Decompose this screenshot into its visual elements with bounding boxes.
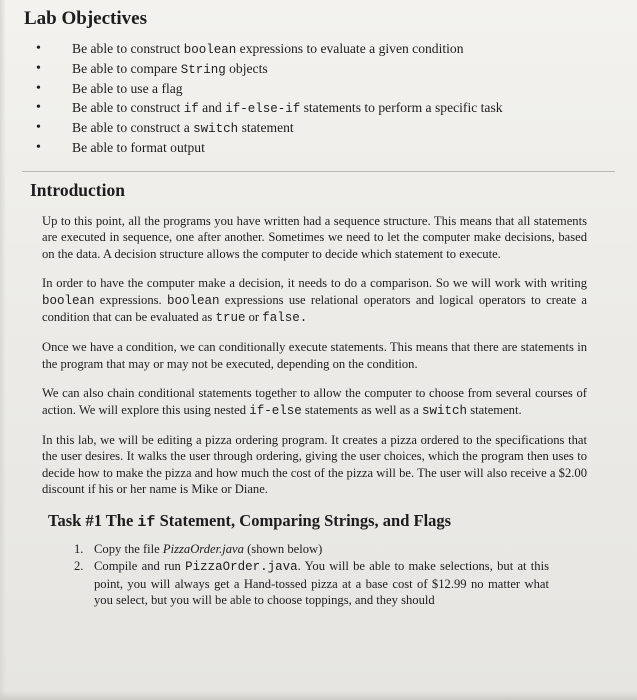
lab-objectives-heading: Lab Objectives [24,8,147,29]
task-step: 2. Compile and run PizzaOrder.java. You will be able to make selections, but at this point, you will always get a Hand-tossed pizza at a base cost of $12.99 no matter what you select, but you will be able to choose toppings, and they should [74,559,549,607]
objective-item: • Be able to construct boolean expressions to evaluate a given condition [36,41,464,57]
objective-item: • Be able to construct a switch statement [36,120,294,136]
intro-paragraph-2: In order to have the computer make a decision, it needs to do a comparison. So we will work with writing boolean expressions. boolean expressions use relational operators and logical operators to create a condition that can be evaluated as true or false. [42,276,587,326]
bullet-icon: • [36,61,41,76]
bullet-icon: • [36,100,41,115]
objective-item: • Be able to use a flag [36,81,183,96]
task1-steps [22,541,615,609]
intro-paragraph-3: Once we have a condition, we can conditionally execute statements. This means that there are statements in the program that may or may not be executed, depending on the condition. [42,340,587,371]
objectives-list [22,40,615,157]
task-step: 1. Copy the file PizzaOrder.java (shown below) [74,541,323,556]
objective-item: • Be able to format output [36,140,205,155]
bullet-icon: • [36,140,41,155]
bullet-icon: • [36,81,41,96]
introduction-heading: Introduction [30,180,125,200]
objective-item: • Be able to compare String objects [36,61,268,77]
task1-heading: Task #1 The if Statement, Comparing Strings, and Flags [48,510,452,531]
bullet-icon: • [36,120,41,135]
objective-item: • Be able to construct if and if-else-if statements to perform a specific task [36,100,503,116]
intro-paragraph-5: In this lab, we will be editing a pizza ordering program. It creates a pizza ordered to the specifications that the user desires. It walks the user through ordering, giving the user choices, which the program then uses to decide how to make the pizza and how much the cost of the pizza will be. The user will also receive a $2.00 discount if his or her name is Mike or Diane. [42,433,587,497]
intro-paragraph-4: We can also chain conditional statements together to allow the computer to choose from several courses of action. We will explore this using nested if-else statements as well as a switch statement. [42,386,587,418]
section-divider [22,171,615,172]
intro-paragraph-1: Up to this point, all the programs you have written had a sequence structure. This means that all statements are executed in sequence, one after another. Sometimes we need to let the computer make decisions, based on the data. A decision structure allows the computer to decide which statement to execute. [42,214,587,261]
bullet-icon: • [36,41,41,56]
page-bottom-edge [0,691,637,700]
page-shadow [0,0,6,700]
